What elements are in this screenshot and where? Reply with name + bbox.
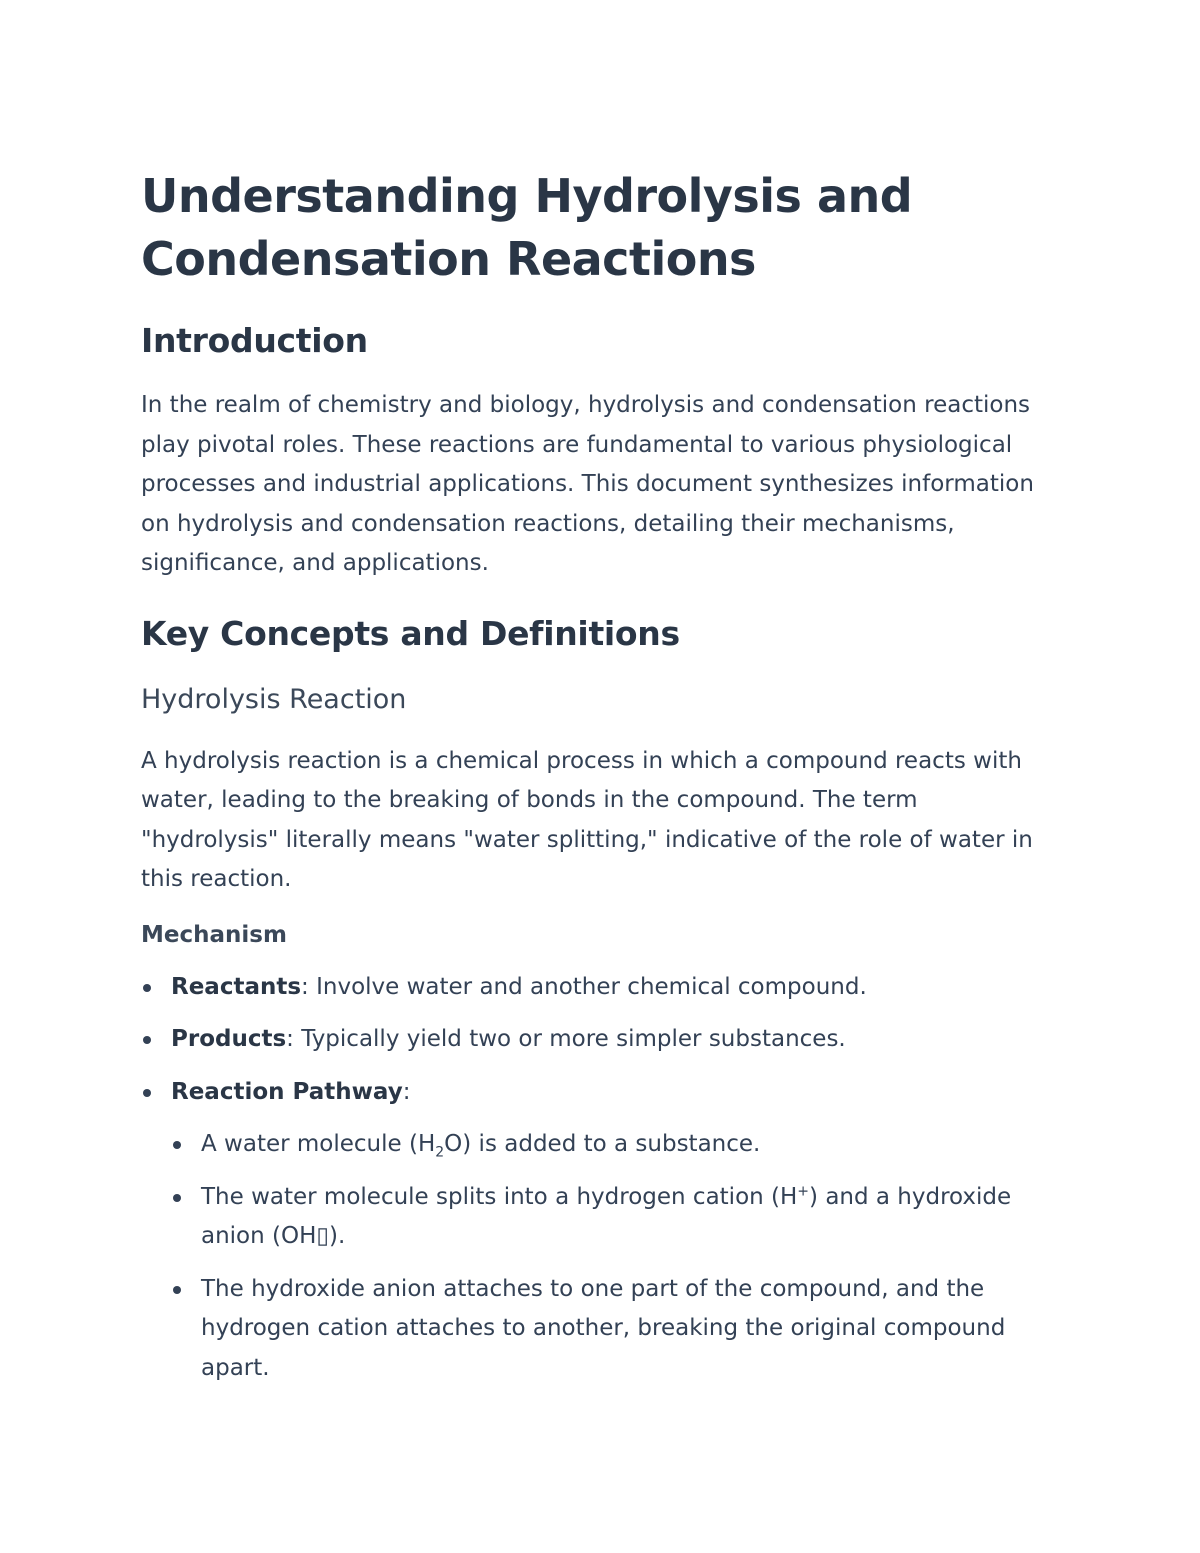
pathway-steps-wrapper — [141, 1125, 1061, 1388]
list-item-step-3 — [171, 1270, 1061, 1389]
document-title: Understanding Hydrolysis and Condensation Reactions — [141, 169, 913, 286]
step-1-sub: 2 — [435, 1144, 445, 1161]
hydrolysis-heading: Hydrolysis Reaction — [141, 683, 407, 715]
mechanism-heading: Mechanism — [141, 921, 287, 948]
reactants-label: Reactants — [171, 973, 302, 1000]
bullet-icon — [143, 984, 151, 992]
products-label: Products — [171, 1026, 287, 1052]
step-1-pre: A water molecule (H — [201, 1131, 436, 1157]
list-item-pathway — [141, 1073, 1061, 1113]
step-2-pre: The water molecule splits into a hydrogen cation (H — [201, 1183, 798, 1210]
step-1-post: O) is added to a substance. — [444, 1131, 761, 1157]
mechanism-list — [141, 968, 1061, 1113]
reactants-text: : Involve water and another chemical compound. — [301, 973, 867, 1000]
introduction-heading: Introduction — [141, 321, 368, 360]
pathway-label: Reaction Pathway — [171, 1078, 403, 1105]
bullet-icon — [143, 1036, 151, 1044]
bullet-icon — [143, 1089, 151, 1097]
step-3-text: The hydroxide anion attaches to one part of the compound, and the hydrogen cation attaches to another, breaking the original compound apart. — [201, 1275, 1006, 1381]
list-item-reactants — [141, 968, 1061, 1008]
products-text: : Typically yield two or more simpler substances. — [286, 1026, 846, 1052]
key-concepts-heading: Key Concepts and Definitions — [141, 613, 680, 653]
introduction-paragraph: In the realm of chemistry and biology, hydrolysis and condensation reactions play pivotal roles. These reactions are fundamental to various physiological processes and industrial applications. This document synthesizes information on hydrolysis and condensation reactions, detailing their mechanisms, significance, and applications. — [141, 392, 1034, 576]
bullet-icon — [173, 1194, 181, 1202]
list-item-step-2 — [171, 1178, 1061, 1257]
document-page — [141, 165, 1061, 1401]
bullet-icon — [173, 1141, 181, 1149]
list-item-step-1 — [171, 1125, 1061, 1165]
step-2-post: ) and a hydroxide anion (OH▯). — [201, 1183, 1012, 1249]
pathway-text: : — [402, 1078, 411, 1105]
list-item-products — [141, 1020, 1061, 1060]
bullet-icon — [173, 1286, 181, 1294]
pathway-steps-list — [171, 1125, 1061, 1388]
step-2-sup: + — [797, 1182, 810, 1199]
hydrolysis-paragraph: A hydrolysis reaction is a chemical process in which a compound reacts with water, leading to the breaking of bonds in the compound. The term "hydrolysis" literally means "water splitting," indicative of the role of water in this reaction. — [141, 747, 1033, 892]
